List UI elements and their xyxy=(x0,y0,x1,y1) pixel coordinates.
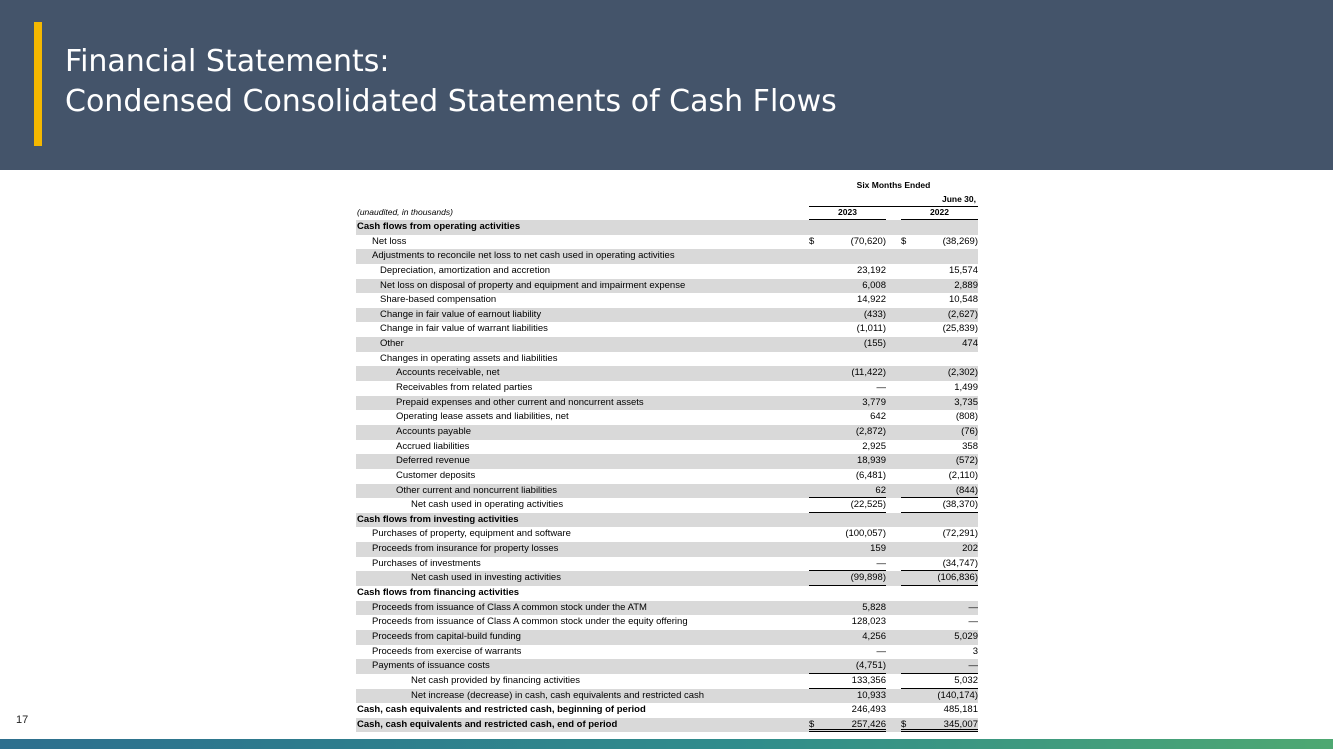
cell-value: (72,291) xyxy=(942,528,978,540)
cell-2022 xyxy=(901,674,978,689)
cell-value: 3,779 xyxy=(862,396,886,408)
cell-2022 xyxy=(901,703,978,718)
cell-2022 xyxy=(901,264,978,279)
dollar-sign: $ xyxy=(809,718,815,730)
table-row xyxy=(356,352,978,367)
cell-2022 xyxy=(901,527,978,542)
units-note: (unaudited, in thousands) xyxy=(357,207,453,217)
row-label: Prepaid expenses and other current and noncurrent assets xyxy=(396,396,644,408)
row-label: Purchases of investments xyxy=(372,557,481,569)
cell-2022 xyxy=(901,484,978,499)
cell-value: (2,872) xyxy=(855,425,886,437)
slide-title-line2: Condensed Consolidated Statements of Cash Flows xyxy=(65,84,837,119)
table-row xyxy=(356,381,978,396)
cell-2022 xyxy=(901,366,978,381)
row-label: Proceeds from insurance for property losses xyxy=(372,543,559,555)
cell-2022 xyxy=(901,410,978,425)
cell-value: (38,370) xyxy=(942,499,978,511)
cell-2022 xyxy=(901,322,978,337)
row-label: Proceeds from exercise of warrants xyxy=(372,645,522,657)
cell-2023 xyxy=(809,396,886,411)
slide-title-line1: Financial Statements: xyxy=(65,44,390,79)
cell-value: (2,627) xyxy=(947,308,978,320)
period-header-row-2 xyxy=(356,192,978,206)
slide-title xyxy=(65,42,837,122)
cell-2022 xyxy=(901,601,978,616)
cell-value: — xyxy=(968,660,978,672)
row-label: Share-based compensation xyxy=(380,294,497,306)
cell-2022 xyxy=(901,542,978,557)
row-label: Proceeds from capital-build funding xyxy=(372,630,521,642)
cell-2022 xyxy=(901,557,978,572)
row-label: Receivables from related parties xyxy=(396,382,533,394)
cell-value: 345,007 xyxy=(943,718,978,730)
cell-value: 14,922 xyxy=(856,294,886,306)
row-label: Operating lease assets and liabilities, net xyxy=(396,411,569,423)
cell-value: 10,933 xyxy=(856,689,886,701)
dollar-sign: $ xyxy=(901,718,907,730)
cell-2023 xyxy=(809,308,886,323)
cell-2022 xyxy=(901,425,978,440)
row-label: Accounts receivable, net xyxy=(396,367,500,379)
table-row xyxy=(356,513,978,528)
page-number: 17 xyxy=(16,714,29,726)
cell-2023 xyxy=(809,513,886,528)
table-row xyxy=(356,249,978,264)
cell-2023 xyxy=(809,425,886,440)
cell-value: 159 xyxy=(870,543,886,555)
cell-value: 3 xyxy=(972,645,978,657)
cell-value: 128,023 xyxy=(851,616,886,628)
cell-value: (433) xyxy=(863,308,886,320)
table-row xyxy=(356,718,978,733)
cell-value: — xyxy=(968,616,978,628)
cell-2022 xyxy=(901,337,978,352)
cell-value: — xyxy=(968,601,978,613)
cell-2022 xyxy=(901,308,978,323)
cell-value: 257,426 xyxy=(851,718,886,730)
cell-2022 xyxy=(901,381,978,396)
row-label: Cash, cash equivalents and restricted cash, end of period xyxy=(357,718,618,730)
cell-2023 xyxy=(809,586,886,601)
cell-2022 xyxy=(901,454,978,469)
table-row xyxy=(356,542,978,557)
cell-2023 xyxy=(809,630,886,645)
cell-value: — xyxy=(876,557,886,569)
cell-2023 xyxy=(809,337,886,352)
row-label: Accounts payable xyxy=(396,425,471,437)
cell-2023 xyxy=(809,440,886,455)
cell-2022 xyxy=(901,469,978,484)
cell-2023 xyxy=(809,264,886,279)
cash-flow-table xyxy=(356,178,978,732)
row-label: Changes in operating assets and liabilities xyxy=(380,352,558,364)
cell-2023 xyxy=(809,542,886,557)
row-label: Net cash used in operating activities xyxy=(411,499,564,511)
table-row xyxy=(356,220,978,235)
cell-2023 xyxy=(809,689,886,704)
cell-2023 xyxy=(809,381,886,396)
table-row xyxy=(356,645,978,660)
row-label: Other xyxy=(380,338,404,350)
cell-value: (34,747) xyxy=(942,557,978,569)
row-label: Cash flows from operating activities xyxy=(357,221,521,232)
cell-2022 xyxy=(901,615,978,630)
table-row xyxy=(356,366,978,381)
table-row xyxy=(356,235,978,250)
table-row xyxy=(356,586,978,601)
cell-2022 xyxy=(901,718,978,733)
table-row xyxy=(356,659,978,674)
cell-value: (155) xyxy=(863,338,886,350)
table-row xyxy=(356,615,978,630)
cell-value: 2,889 xyxy=(954,279,978,291)
period-header-line1: Six Months Ended xyxy=(856,180,931,190)
cell-value: (99,898) xyxy=(850,572,886,584)
row-label: Deferred revenue xyxy=(396,455,470,467)
cell-value: 474 xyxy=(962,338,978,350)
cell-value: 642 xyxy=(870,411,886,423)
cell-2022 xyxy=(901,279,978,294)
cell-value: (1,011) xyxy=(856,323,886,335)
cell-value: (22,525) xyxy=(850,499,886,511)
cell-value: (70,620) xyxy=(850,235,886,247)
table-row xyxy=(356,454,978,469)
cell-value: (11,422) xyxy=(851,367,886,379)
cell-value: 5,029 xyxy=(954,630,978,642)
cell-2022 xyxy=(901,235,978,250)
row-label: Customer deposits xyxy=(396,469,476,481)
cell-2022 xyxy=(901,498,978,513)
cell-value: 6,008 xyxy=(862,279,886,291)
cell-2023 xyxy=(809,410,886,425)
cell-2023 xyxy=(809,279,886,294)
cell-value: 5,828 xyxy=(862,601,886,613)
row-label: Other current and noncurrent liabilities xyxy=(396,484,558,496)
cell-2023 xyxy=(809,615,886,630)
row-label: Change in fair value of warrant liabilities xyxy=(380,323,548,335)
row-label: Accrued liabilities xyxy=(396,440,470,452)
row-label: Net loss on disposal of property and equipment and impairment expense xyxy=(380,279,686,291)
table-row xyxy=(356,527,978,542)
cell-2023 xyxy=(809,249,886,264)
cell-2023 xyxy=(809,571,886,586)
row-label: Net cash provided by financing activities xyxy=(411,674,580,686)
row-label: Proceeds from issuance of Class A common stock under the ATM xyxy=(372,601,647,613)
table-row xyxy=(356,322,978,337)
cell-value: 202 xyxy=(962,543,978,555)
cell-value: 1,499 xyxy=(954,382,978,394)
cell-value: (76) xyxy=(961,425,978,437)
cell-2023 xyxy=(809,645,886,660)
cell-2023 xyxy=(809,718,886,733)
cell-2022 xyxy=(901,659,978,674)
table-row xyxy=(356,557,978,572)
cell-2022 xyxy=(901,630,978,645)
cell-2023 xyxy=(809,484,886,499)
table-row xyxy=(356,440,978,455)
row-label: Cash flows from financing activities xyxy=(357,587,520,599)
row-label: Cash, cash equivalents and restricted cash, beginning of period xyxy=(357,704,646,716)
table-row xyxy=(356,571,978,586)
period-header-line2: June 30, xyxy=(809,192,978,207)
cell-2022 xyxy=(901,689,978,704)
cell-2022 xyxy=(901,249,978,264)
cell-value: (6,481) xyxy=(855,469,886,481)
cell-value: (2,110) xyxy=(948,469,978,481)
table-row xyxy=(356,703,978,718)
cell-2023 xyxy=(809,293,886,308)
table-row xyxy=(356,425,978,440)
cell-2023 xyxy=(809,366,886,381)
row-label: Net increase (decrease) in cash, cash equivalents and restricted cash xyxy=(411,689,705,701)
cell-2022 xyxy=(901,586,978,601)
dollar-sign: $ xyxy=(809,235,815,247)
cell-2023 xyxy=(809,235,886,250)
cell-value: 358 xyxy=(962,440,978,452)
cell-value: — xyxy=(876,645,886,657)
row-label: Cash flows from investing activities xyxy=(357,513,519,525)
table-row xyxy=(356,630,978,645)
row-label: Proceeds from issuance of Class A common stock under the equity offering xyxy=(372,616,688,628)
cell-value: (2,302) xyxy=(947,367,978,379)
cell-2023 xyxy=(809,454,886,469)
cell-value: (140,174) xyxy=(937,689,978,701)
table-row xyxy=(356,308,978,323)
table-row xyxy=(356,279,978,294)
cell-2023 xyxy=(809,498,886,513)
table-row xyxy=(356,674,978,689)
cell-value: 2,925 xyxy=(862,440,886,452)
cell-2022 xyxy=(901,396,978,411)
cell-value: 62 xyxy=(875,484,886,496)
year-header-row xyxy=(356,206,978,220)
row-label: Net cash used in investing activities xyxy=(411,572,561,584)
year-header-2022: 2022 xyxy=(901,206,978,220)
table-row xyxy=(356,484,978,499)
cell-2022 xyxy=(901,220,978,235)
cell-value: (844) xyxy=(955,484,978,496)
cell-value: (100,057) xyxy=(845,528,886,540)
row-label: Net loss xyxy=(372,235,407,247)
cell-2023 xyxy=(809,703,886,718)
table-row xyxy=(356,264,978,279)
cell-value: 23,192 xyxy=(856,264,886,276)
table-row xyxy=(356,337,978,352)
cell-value: (808) xyxy=(955,411,978,423)
accent-bar xyxy=(34,22,42,146)
cell-value: 5,032 xyxy=(954,674,978,686)
cell-2022 xyxy=(901,645,978,660)
table-row xyxy=(356,469,978,484)
table-row xyxy=(356,396,978,411)
cell-value: (572) xyxy=(955,455,978,467)
cell-2022 xyxy=(901,513,978,528)
row-label: Payments of issuance costs xyxy=(372,660,490,672)
cell-2023 xyxy=(809,352,886,367)
cell-2023 xyxy=(809,322,886,337)
table-body xyxy=(356,220,978,732)
cell-value: 15,574 xyxy=(948,264,978,276)
cell-2022 xyxy=(901,571,978,586)
cell-2023 xyxy=(809,674,886,689)
cell-value: (38,269) xyxy=(942,235,978,247)
cell-2023 xyxy=(809,469,886,484)
title-banner xyxy=(0,0,1333,170)
cell-value: 485,181 xyxy=(943,704,978,716)
year-header-2023: 2023 xyxy=(809,206,886,220)
cell-2023 xyxy=(809,659,886,674)
footer-bar xyxy=(0,739,1333,749)
cell-2022 xyxy=(901,440,978,455)
cell-value: 4,256 xyxy=(862,630,886,642)
cell-2023 xyxy=(809,557,886,572)
cell-2023 xyxy=(809,527,886,542)
cell-value: 133,356 xyxy=(851,674,886,686)
cell-2023 xyxy=(809,220,886,235)
cell-value: 10,548 xyxy=(948,294,978,306)
cell-value: — xyxy=(876,382,886,394)
cell-value: 18,939 xyxy=(856,455,886,467)
table-row xyxy=(356,410,978,425)
cell-value: (25,839) xyxy=(942,323,978,335)
row-label: Change in fair value of earnout liability xyxy=(380,308,542,320)
cell-value: (4,751) xyxy=(855,660,886,672)
period-header-row xyxy=(356,178,978,192)
row-label: Adjustments to reconcile net loss to net cash used in operating activities xyxy=(372,250,675,262)
cell-value: 246,493 xyxy=(851,704,886,716)
table-row xyxy=(356,293,978,308)
cell-2022 xyxy=(901,352,978,367)
dollar-sign: $ xyxy=(901,235,907,247)
cell-2023 xyxy=(809,601,886,616)
cell-value: (106,836) xyxy=(937,572,978,584)
row-label: Depreciation, amortization and accretion xyxy=(380,264,551,276)
cell-2022 xyxy=(901,293,978,308)
row-label: Purchases of property, equipment and software xyxy=(372,528,571,540)
cell-value: 3,735 xyxy=(954,396,978,408)
table-row xyxy=(356,601,978,616)
table-row xyxy=(356,689,978,704)
table-row xyxy=(356,498,978,513)
